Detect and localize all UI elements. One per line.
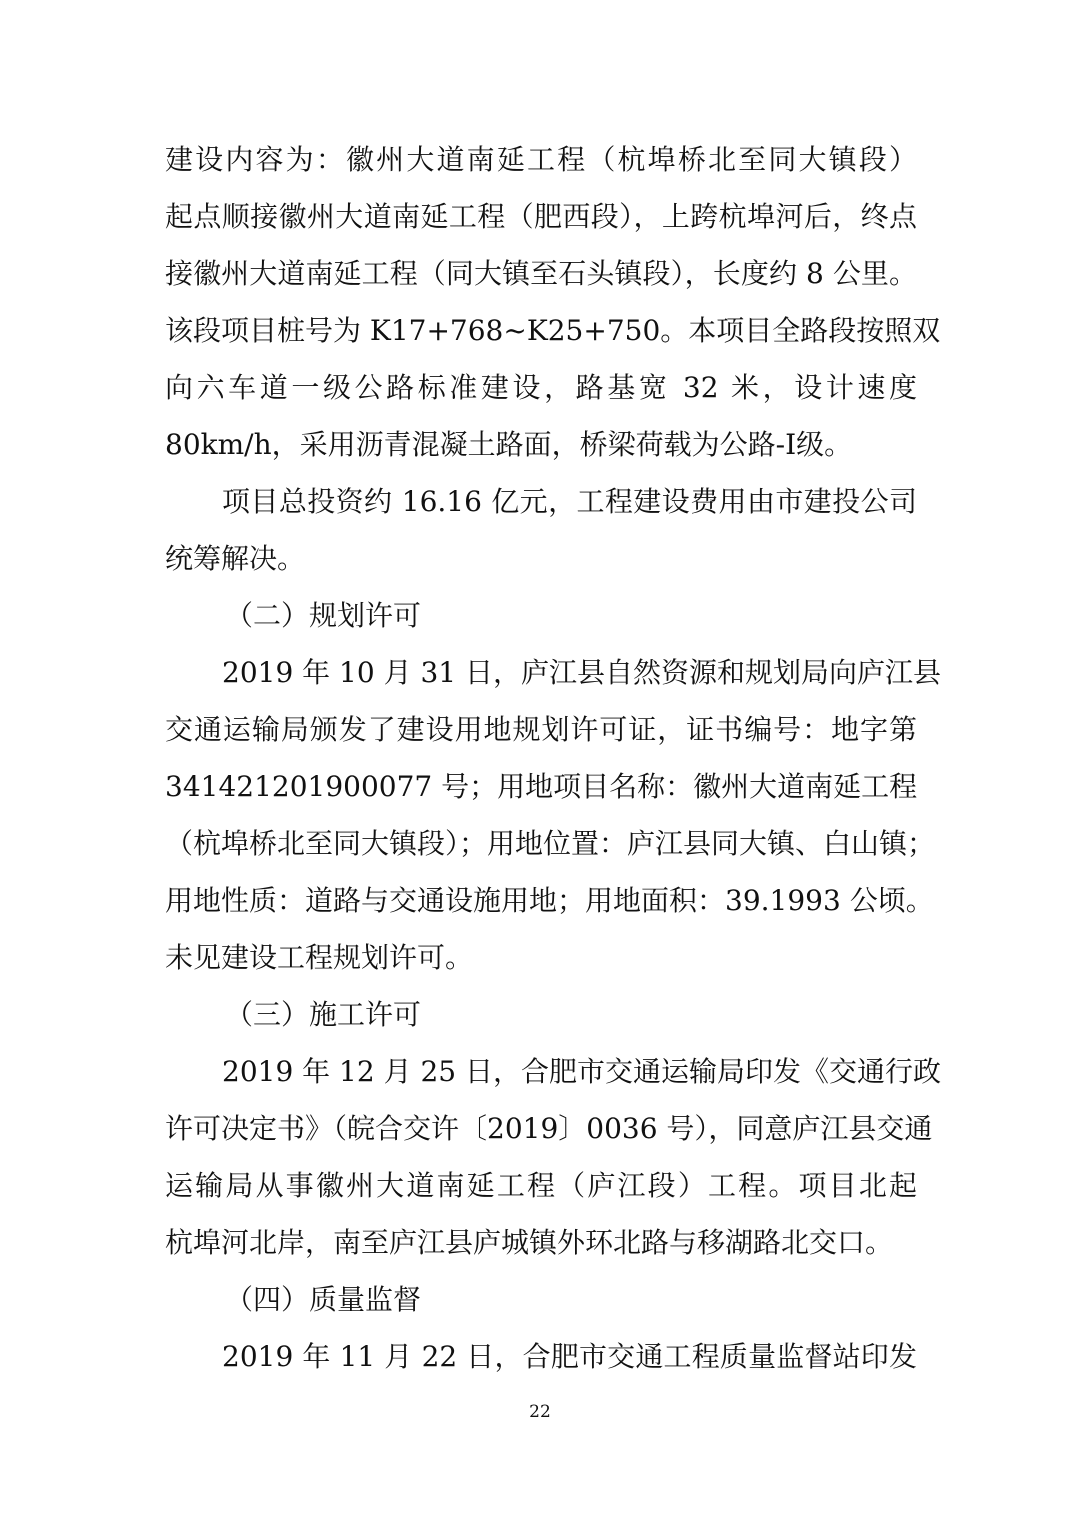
section-heading-construction-permit: （三）施工许可 [225,998,422,1031]
paragraph-line: 2019 年 10 月 31 日，庐江县自然资源和规划局向庐江县 [222,656,942,689]
paragraph-line: 用地性质：道路与交通设施用地；用地面积：39.1993 公顷。 [165,884,934,917]
page-number: 22 [529,1402,551,1422]
paragraph-line: 起点顺接徽州大道南延工程（肥西段），上跨杭埠河后，终点 [165,200,917,233]
paragraph-line: 交通运输局颁发了建设用地规划许可证，证书编号：地字第 [165,713,917,746]
paragraph-line: 该段项目桩号为 K17+768~K25+750。本项目全路段按照双 [165,314,941,347]
paragraph-line: （杭埠桥北至同大镇段）；用地位置：庐江县同大镇、白山镇； [165,827,936,860]
section-heading-planning-permit: （二）规划许可 [225,599,422,632]
paragraph-line: 2019 年 12 月 25 日，合肥市交通运输局印发《交通行政 [222,1055,942,1088]
paragraph-line: 未见建设工程规划许可。 [165,941,474,974]
paragraph-line: 建设内容为：徽州大道南延工程（杭埠桥北至同大镇段） [165,143,917,176]
paragraph-line: 运输局从事徽州大道南延工程（庐江段）工程。项目北起 [165,1169,917,1202]
paragraph-line: 项目总投资约 16.16 亿元，工程建设费用由市建投公司 [222,485,917,518]
paragraph-line: 统筹解决。 [165,542,306,575]
paragraph-line: 2019 年 11 月 22 日，合肥市交通工程质量监督站印发 [222,1340,917,1373]
paragraph-line: 许可决定书》（皖合交许〔2019〕0036 号），同意庐江县交通 [165,1112,933,1145]
paragraph-line: 341421201900077 号；用地项目名称：徽州大道南延工程 [165,770,918,803]
paragraph-line: 80km/h，采用沥青混凝土路面，桥梁荷载为公路-I级。 [165,428,853,461]
paragraph-line: 接徽州大道南延工程（同大镇至石头镇段），长度约 8 公里。 [165,257,917,290]
section-heading-quality-supervision: （四）质量监督 [225,1283,422,1316]
paragraph-line: 向六车道一级公路标准建设，路基宽 32 米，设计速度 [165,371,917,404]
paragraph-line: 杭埠河北岸，南至庐江县庐城镇外环北路与移湖路北交口。 [165,1226,894,1259]
